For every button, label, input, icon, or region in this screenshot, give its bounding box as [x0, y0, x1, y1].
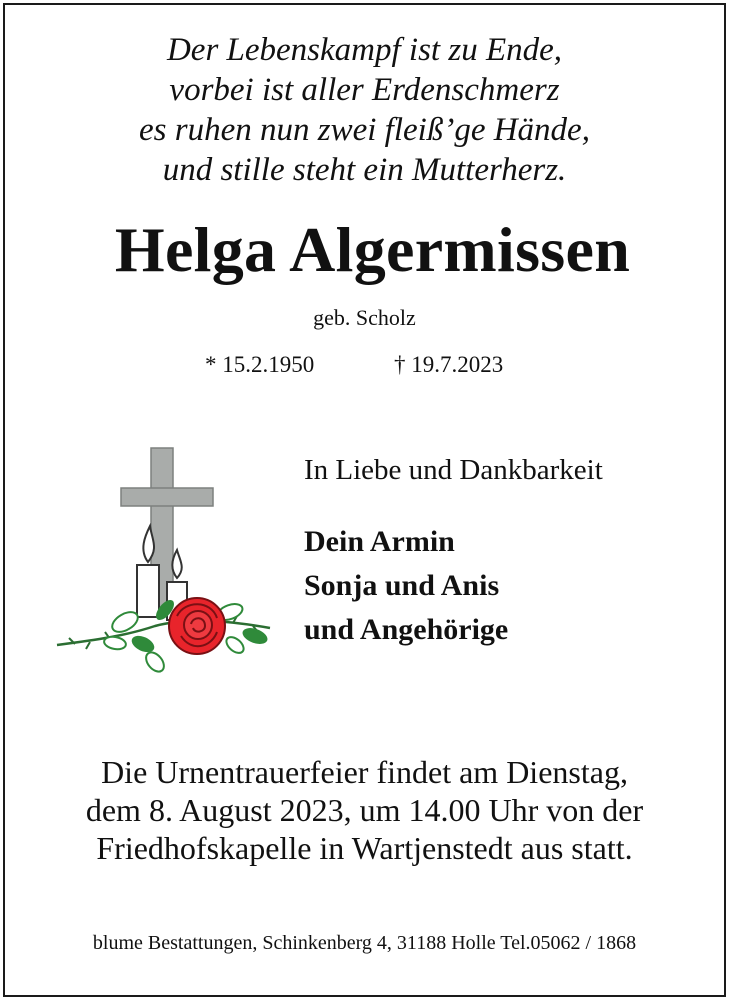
mourner-name: und Angehörige — [304, 613, 509, 646]
poem-line: und stille steht ein Mutterherz. — [162, 152, 567, 188]
rose-icon — [169, 598, 225, 654]
maiden-name: geb. Scholz — [313, 305, 416, 330]
rose-branch-icon — [57, 597, 270, 675]
cross-candles-rose-icon — [55, 440, 285, 680]
ceremony-line: Die Urnentrauerfeier findet am Dienstag, — [101, 754, 628, 790]
ceremony-line: dem 8. August 2023, um 14.00 Uhr von der — [85, 792, 644, 828]
poem-line: Der Lebenskampf ist zu Ende, — [166, 32, 563, 68]
ceremony-line: Friedhofskapelle in Wartjenstedt aus statt. — [96, 830, 633, 866]
memorial-poem — [0, 30, 729, 190]
ceremony-announcement — [0, 753, 729, 867]
death-date: † 19.7.2023 — [394, 352, 504, 377]
poem-line: es ruhen nun zwei fleiß’ge Hände, — [139, 112, 590, 148]
deceased-name: Helga Algermissen — [114, 214, 631, 285]
poem-line: vorbei ist aller Erdenschmerz — [169, 72, 560, 108]
birth-date: * 15.2.1950 — [205, 352, 315, 377]
mourner-name: Dein Armin — [304, 525, 455, 558]
funeral-home-footer: blume Bestattungen, Schinkenberg 4, 31188 Holle Tel.05062 / 1868 — [92, 932, 637, 954]
thanks-line: In Liebe und Dankbarkeit — [304, 454, 603, 486]
mourners-list — [304, 520, 508, 652]
mourner-name: Sonja und Anis — [304, 569, 500, 602]
